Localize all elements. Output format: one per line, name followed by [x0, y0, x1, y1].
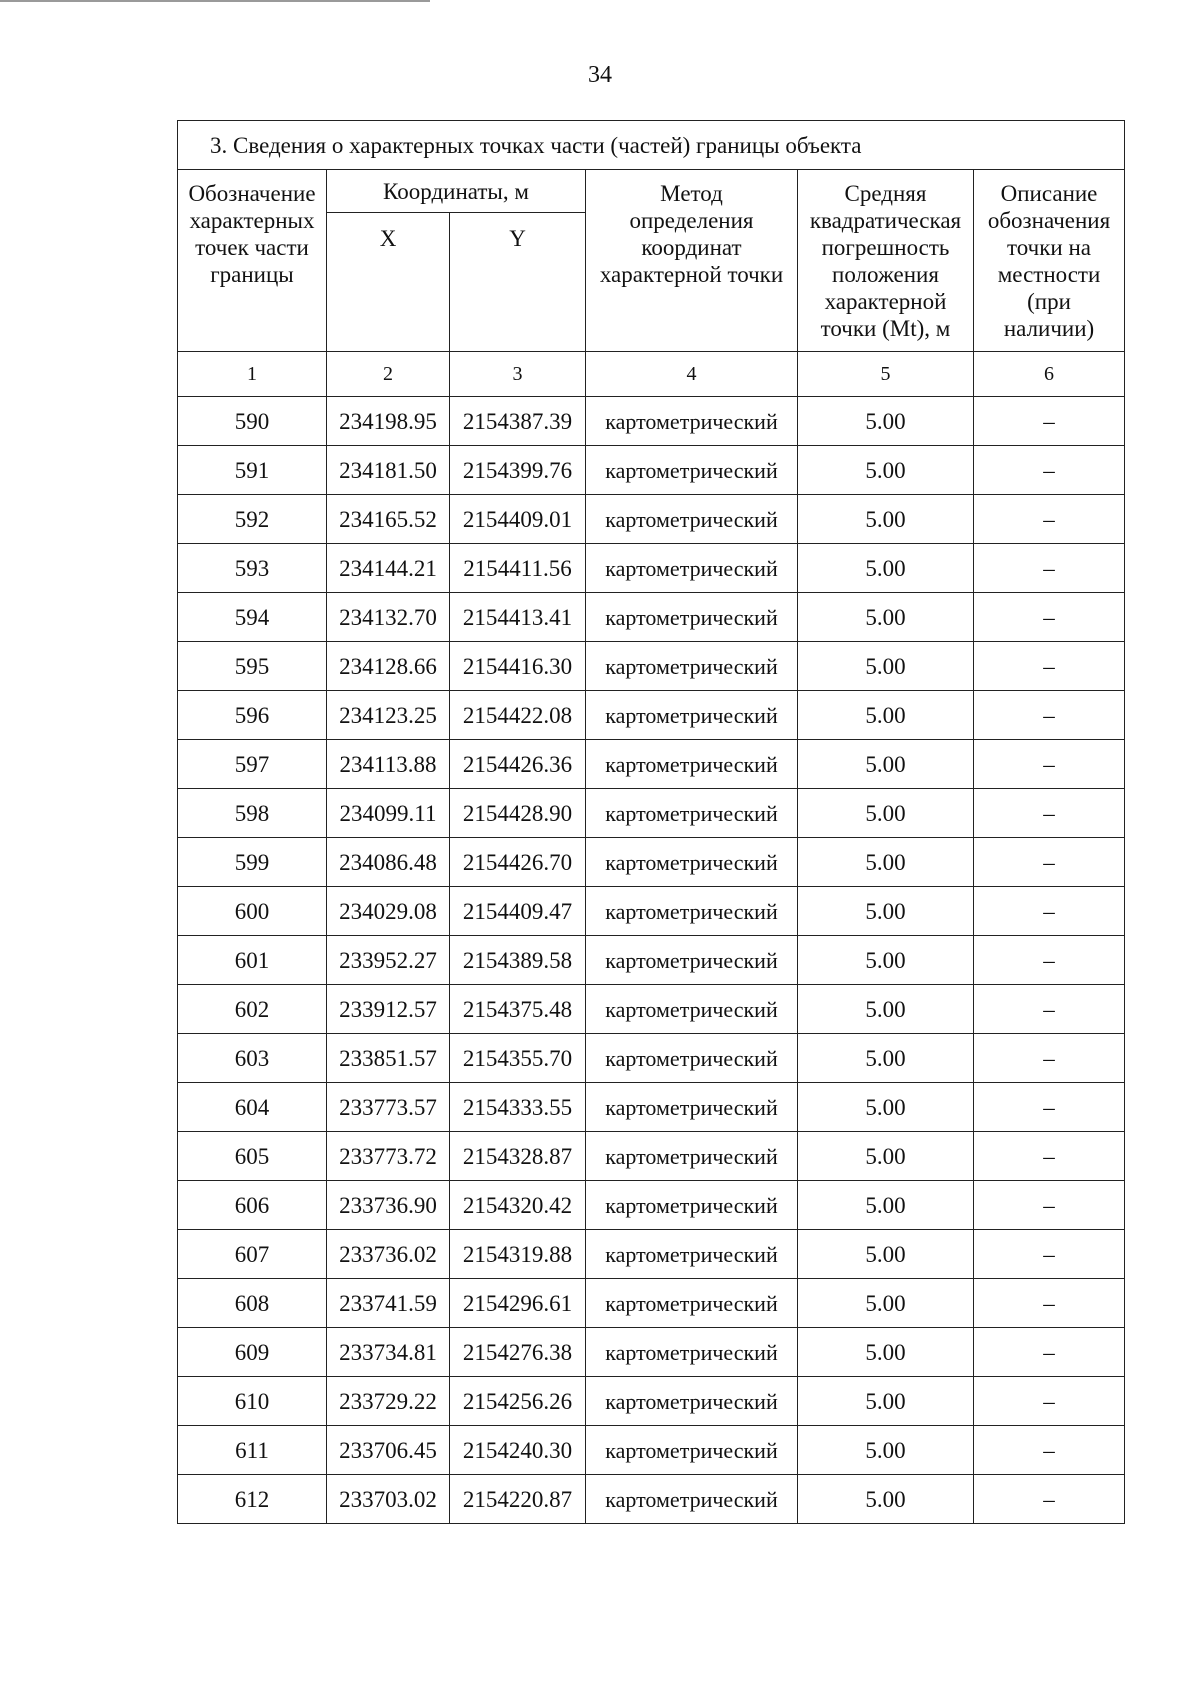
cell-method: картометрический: [586, 1475, 798, 1524]
table-row: [178, 789, 1125, 838]
header-error-line: Средняя: [844, 181, 927, 206]
cell-y: 2154387.39: [450, 397, 586, 446]
header-designation-line: характерных: [189, 208, 315, 233]
header-method-line: определения: [629, 208, 754, 233]
cell-method: картометрический: [586, 1132, 798, 1181]
cell-y: 2154333.55: [450, 1083, 586, 1132]
cell-x: 233706.45: [327, 1426, 450, 1475]
cell-description: –: [974, 740, 1125, 789]
cell-mt: 5.00: [798, 985, 974, 1034]
cell-method: картометрический: [586, 789, 798, 838]
cell-method: картометрический: [586, 397, 798, 446]
page-number: 34: [588, 62, 612, 88]
cell-mt: 5.00: [798, 789, 974, 838]
cell-description: –: [974, 1475, 1125, 1524]
cell-description: –: [974, 691, 1125, 740]
cell-method: картометрический: [586, 495, 798, 544]
cell-description: –: [974, 1279, 1125, 1328]
cell-description: –: [974, 789, 1125, 838]
section-title: 3. Сведения о характерных точках части (частей) границы объекта: [178, 121, 1125, 170]
cell-method: картометрический: [586, 1279, 798, 1328]
cell-x: 233729.22: [327, 1377, 450, 1426]
cell-point-id: 597: [178, 740, 327, 789]
table-row: [178, 397, 1125, 446]
cell-point-id: 606: [178, 1181, 327, 1230]
header-error-line: квадратическая: [809, 208, 962, 233]
table-row: [178, 740, 1125, 789]
column-number: 6: [974, 352, 1125, 397]
cell-x: 234128.66: [327, 642, 450, 691]
cell-method: картометрический: [586, 642, 798, 691]
header-description: [974, 170, 1125, 352]
header-description-line: (при: [1027, 289, 1071, 314]
cell-description: –: [974, 1377, 1125, 1426]
cell-mt: 5.00: [798, 1475, 974, 1524]
cell-x: 234099.11: [327, 789, 450, 838]
cell-description: –: [974, 495, 1125, 544]
header-y: Y: [450, 213, 586, 352]
cell-method: картометрический: [586, 1377, 798, 1426]
column-number: 1: [178, 352, 327, 397]
cell-y: 2154416.30: [450, 642, 586, 691]
table-row: [178, 985, 1125, 1034]
header-error-line: погрешность: [821, 235, 950, 260]
cell-mt: 5.00: [798, 642, 974, 691]
header-error-line: точки (Mt), м: [820, 316, 951, 341]
cell-method: картометрический: [586, 593, 798, 642]
cell-x: 233741.59: [327, 1279, 450, 1328]
cell-description: –: [974, 1328, 1125, 1377]
table-row: [178, 691, 1125, 740]
column-number-row: [178, 352, 1125, 397]
header-method-line: характерной точки: [599, 262, 784, 287]
cell-point-id: 609: [178, 1328, 327, 1377]
header-designation: [178, 170, 327, 352]
cell-description: –: [974, 936, 1125, 985]
cell-description: –: [974, 1034, 1125, 1083]
column-number: 3: [450, 352, 586, 397]
cell-description: –: [974, 642, 1125, 691]
table-row: [178, 642, 1125, 691]
cell-point-id: 604: [178, 1083, 327, 1132]
cell-x: 233703.02: [327, 1475, 450, 1524]
header-designation-line: точек части: [195, 235, 309, 260]
cell-x: 233736.90: [327, 1181, 450, 1230]
header-error-line: характерной: [824, 289, 947, 314]
table-row: [178, 1132, 1125, 1181]
cell-description: –: [974, 838, 1125, 887]
header-description-line: точки на: [1007, 235, 1092, 260]
cell-mt: 5.00: [798, 1132, 974, 1181]
cell-point-id: 592: [178, 495, 327, 544]
cell-point-id: 607: [178, 1230, 327, 1279]
cell-y: 2154276.38: [450, 1328, 586, 1377]
cell-mt: 5.00: [798, 1230, 974, 1279]
cell-y: 2154256.26: [450, 1377, 586, 1426]
cell-point-id: 608: [178, 1279, 327, 1328]
cell-y: 2154426.70: [450, 838, 586, 887]
cell-description: –: [974, 1181, 1125, 1230]
cell-description: –: [974, 1083, 1125, 1132]
table-row: [178, 887, 1125, 936]
cell-point-id: 595: [178, 642, 327, 691]
cell-mt: 5.00: [798, 936, 974, 985]
table-row: [178, 446, 1125, 495]
cell-x: 234113.88: [327, 740, 450, 789]
cell-point-id: 596: [178, 691, 327, 740]
column-number: 4: [586, 352, 798, 397]
table-row: [178, 1426, 1125, 1475]
cell-mt: 5.00: [798, 1426, 974, 1475]
cell-x: 233773.57: [327, 1083, 450, 1132]
header-designation-line: границы: [210, 262, 294, 287]
cell-y: 2154328.87: [450, 1132, 586, 1181]
table-row: [178, 1181, 1125, 1230]
cell-description: –: [974, 985, 1125, 1034]
cell-x: 233851.57: [327, 1034, 450, 1083]
cell-point-id: 610: [178, 1377, 327, 1426]
table-body: [178, 397, 1125, 1524]
cell-y: 2154355.70: [450, 1034, 586, 1083]
cell-method: картометрический: [586, 1181, 798, 1230]
cell-point-id: 593: [178, 544, 327, 593]
cell-mt: 5.00: [798, 446, 974, 495]
cell-mt: 5.00: [798, 887, 974, 936]
cell-point-id: 611: [178, 1426, 327, 1475]
header-method-line: координат: [641, 235, 742, 260]
cell-y: 2154375.48: [450, 985, 586, 1034]
cell-mt: 5.00: [798, 838, 974, 887]
cell-description: –: [974, 887, 1125, 936]
header-x: X: [327, 213, 450, 352]
cell-description: –: [974, 1426, 1125, 1475]
table-row: [178, 1377, 1125, 1426]
table-row: [178, 593, 1125, 642]
cell-method: картометрический: [586, 544, 798, 593]
table-row: [178, 1279, 1125, 1328]
cell-mt: 5.00: [798, 740, 974, 789]
cell-method: картометрический: [586, 740, 798, 789]
cell-method: картометрический: [586, 1426, 798, 1475]
cell-description: –: [974, 446, 1125, 495]
table-row: [178, 1083, 1125, 1132]
cell-method: картометрический: [586, 838, 798, 887]
cell-y: 2154411.56: [450, 544, 586, 593]
cell-y: 2154399.76: [450, 446, 586, 495]
cell-method: картометрический: [586, 887, 798, 936]
cell-x: 234144.21: [327, 544, 450, 593]
cell-method: картометрический: [586, 1034, 798, 1083]
table-row: [178, 838, 1125, 887]
cell-y: 2154422.08: [450, 691, 586, 740]
cell-x: 234029.08: [327, 887, 450, 936]
cell-method: картометрический: [586, 1328, 798, 1377]
cell-mt: 5.00: [798, 691, 974, 740]
cell-y: 2154320.42: [450, 1181, 586, 1230]
column-number: 2: [327, 352, 450, 397]
boundary-points-table: [177, 120, 1125, 1524]
cell-point-id: 612: [178, 1475, 327, 1524]
cell-mt: 5.00: [798, 495, 974, 544]
header-method: [586, 170, 798, 352]
cell-y: 2154240.30: [450, 1426, 586, 1475]
cell-y: 2154426.36: [450, 740, 586, 789]
table-row: [178, 544, 1125, 593]
cell-point-id: 594: [178, 593, 327, 642]
cell-description: –: [974, 593, 1125, 642]
cell-mt: 5.00: [798, 1377, 974, 1426]
header-description-line: местности: [997, 262, 1101, 287]
table-row: [178, 936, 1125, 985]
cell-description: –: [974, 1132, 1125, 1181]
cell-point-id: 599: [178, 838, 327, 887]
cell-mt: 5.00: [798, 397, 974, 446]
cell-mt: 5.00: [798, 1034, 974, 1083]
cell-x: 234132.70: [327, 593, 450, 642]
table-row: [178, 1475, 1125, 1524]
cell-x: 234165.52: [327, 495, 450, 544]
header-description-line: наличии): [1003, 316, 1095, 341]
cell-x: 234123.25: [327, 691, 450, 740]
header-description-line: Описание: [1000, 181, 1098, 206]
cell-y: 2154319.88: [450, 1230, 586, 1279]
header-method-line: Метод: [660, 181, 723, 206]
cell-mt: 5.00: [798, 1279, 974, 1328]
cell-y: 2154413.41: [450, 593, 586, 642]
cell-y: 2154220.87: [450, 1475, 586, 1524]
cell-description: –: [974, 397, 1125, 446]
cell-point-id: 600: [178, 887, 327, 936]
cell-x: 233912.57: [327, 985, 450, 1034]
scan-edge-line: [0, 0, 430, 2]
cell-y: 2154428.90: [450, 789, 586, 838]
cell-mt: 5.00: [798, 544, 974, 593]
cell-point-id: 601: [178, 936, 327, 985]
cell-x: 234181.50: [327, 446, 450, 495]
cell-point-id: 591: [178, 446, 327, 495]
cell-x: 234086.48: [327, 838, 450, 887]
cell-x: 233773.72: [327, 1132, 450, 1181]
table-row: [178, 495, 1125, 544]
cell-point-id: 590: [178, 397, 327, 446]
cell-y: 2154296.61: [450, 1279, 586, 1328]
cell-point-id: 598: [178, 789, 327, 838]
cell-y: 2154389.58: [450, 936, 586, 985]
cell-method: картометрический: [586, 936, 798, 985]
cell-point-id: 603: [178, 1034, 327, 1083]
cell-y: 2154409.01: [450, 495, 586, 544]
cell-method: картометрический: [586, 985, 798, 1034]
cell-description: –: [974, 544, 1125, 593]
table-row: [178, 1328, 1125, 1377]
cell-mt: 5.00: [798, 1083, 974, 1132]
table-row: [178, 1034, 1125, 1083]
header-description-line: обозначения: [987, 208, 1111, 233]
column-number: 5: [798, 352, 974, 397]
table-row: [178, 1230, 1125, 1279]
header-coordinates: Координаты, м: [327, 170, 586, 213]
cell-point-id: 605: [178, 1132, 327, 1181]
header-error: [798, 170, 974, 352]
header-error-line: положения: [832, 262, 939, 287]
cell-mt: 5.00: [798, 1181, 974, 1230]
cell-x: 233736.02: [327, 1230, 450, 1279]
header-designation-line: Обозначение: [188, 181, 316, 206]
cell-method: картометрический: [586, 691, 798, 740]
cell-method: картометрический: [586, 1083, 798, 1132]
cell-x: 233952.27: [327, 936, 450, 985]
cell-description: –: [974, 1230, 1125, 1279]
cell-method: картометрический: [586, 446, 798, 495]
cell-y: 2154409.47: [450, 887, 586, 936]
cell-x: 233734.81: [327, 1328, 450, 1377]
cell-mt: 5.00: [798, 1328, 974, 1377]
cell-method: картометрический: [586, 1230, 798, 1279]
cell-mt: 5.00: [798, 593, 974, 642]
cell-point-id: 602: [178, 985, 327, 1034]
cell-x: 234198.95: [327, 397, 450, 446]
